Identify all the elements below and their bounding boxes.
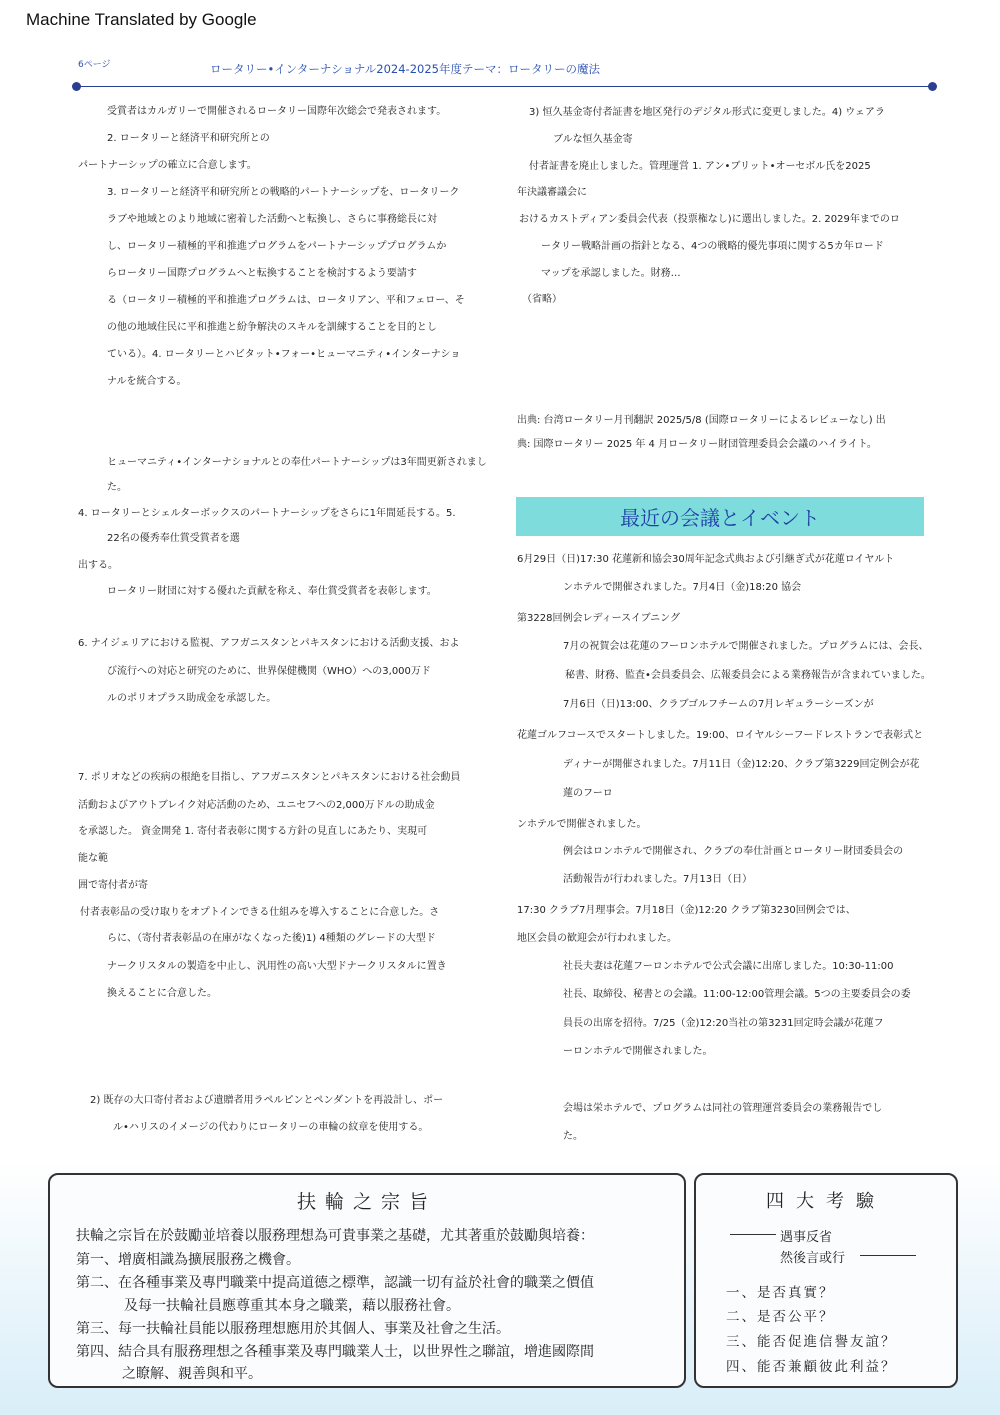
left-paragraph-line: 2) 既存の大口寄付者および遺贈者用ラペルピンとペンダントを再設計し、ポー — [90, 1095, 444, 1106]
object-of-rotary-box — [48, 1173, 686, 1388]
object-of-rotary-line: 之瞭解、親善與和平。 — [122, 1366, 262, 1382]
left-paragraph-line: し、ロータリー積極的平和推進プログラムをパートナーシッププログラムか — [107, 241, 447, 252]
left-paragraph-line: び流行への対応と研究のために、世界保健機関（WHO）への3,000万ド — [107, 666, 431, 677]
left-paragraph-line: 出する。 — [78, 560, 118, 571]
object-of-rotary-line: 第四、結合具有服務理想之各種事業及專門職業人士，以世界性之聯誼，增進國際間 — [76, 1344, 594, 1360]
left-paragraph-line: た。 — [107, 482, 127, 493]
event-line: 17:30 クラブ7月理事会。7月18日（金)12:20 クラブ第3230回例会では、 — [517, 905, 856, 916]
left-paragraph-line: 受賞者はカルガリーで開催されるロータリー国際年次総会で発表されます。 — [107, 106, 447, 117]
header-rule-right-dot — [928, 82, 937, 91]
event-line: 7月の祝賀会は花蓮のフーロンホテルで開催されました。プログラムには、会長、 — [563, 641, 929, 652]
left-paragraph-line: る（ロータリー積極的平和推進プログラムは、ロータリアン、平和フェロー、そ — [107, 295, 465, 306]
left-paragraph-line: 7. ポリオなどの疾病の根絶を目指し、アフガニスタンとパキスタンにおける社会動員 — [78, 772, 461, 783]
left-paragraph-line: 付者表彰品の受け取りをオプトインできる仕組みを導入することに合意した。さ — [80, 907, 440, 918]
left-paragraph-line: らロータリー国際プログラムへと転換することを検討するよう要請す — [107, 268, 417, 279]
four-way-test-question: 二、是否公平？ — [726, 1309, 835, 1325]
left-paragraph-line: ルのポリオプラス助成金を承認した。 — [107, 693, 277, 704]
newsletter-header-title: ロータリー•インターナショナル2024-2025年度テーマ：ロータリーの魔法 — [210, 62, 600, 76]
right-paragraph-line: おけるカストディアン委員会代表（投票権なし)に選出しました。2. 2029年までのロ — [519, 214, 900, 225]
left-paragraph-line: 6. ナイジェリアにおける監視、アフガニスタンとパキスタンにおける活動支援、およ — [78, 638, 460, 649]
object-of-rotary-title: 扶輪之宗旨 — [296, 1191, 437, 1213]
machine-translation-banner: Machine Translated by Google — [26, 10, 257, 29]
source-citation-line: 出典: 台湾ロータリー月刊翻訳 2025/5/8 (国際ロータリーによるレビューなし) 出 — [517, 415, 886, 426]
four-way-test-subtitle: 然後言或行 — [780, 1251, 846, 1266]
event-line: 社長、取締役、秘書との会議。11:00-12:00管理会議。5つの主要委員会の委 — [563, 989, 911, 1000]
four-way-test-title: 四大考驗 — [766, 1191, 886, 1212]
event-line: 蓮のフーロ — [563, 788, 613, 799]
source-citation-line: 典: 国際ロータリー 2025 年 4 月ロータリー財団管理委員会会議のハイライト。 — [517, 439, 877, 450]
four-way-test-question: 四、能否兼顧彼此利益？ — [726, 1359, 897, 1375]
event-line: 例会はロンホテルで開催され、クラブの奉仕計画とロータリー財団委員会の — [563, 846, 904, 857]
right-paragraph-line: マップを承認しました。財務… — [541, 268, 681, 279]
section-heading: 最近の会議とイベント — [620, 506, 820, 530]
event-line: 地区会員の歓迎会が行われました。 — [517, 933, 677, 944]
right-paragraph-line: 付者証書を廃止しました。管理運営 1. アン•ブリット•オーセボル氏を2025 — [529, 161, 871, 172]
right-paragraph-line: 年決議審議会に — [517, 187, 587, 198]
left-paragraph-line: パートナーシップの確立に合意します。 — [78, 160, 257, 171]
four-way-test-subtitle: 遇事反省 — [780, 1230, 833, 1245]
header-rule — [76, 86, 933, 87]
left-paragraph-line: らに、（寄付者表彰品の在庫がなくなった後)1) 4種類のグレードの大型ド — [107, 933, 436, 944]
left-paragraph-line: 4. ロータリーとシェルターボックスのパートナーシップをさらに1年間延長する。5. — [78, 508, 456, 519]
section-heading-box — [516, 497, 924, 536]
event-line: 活動報告が行われました。7月13日（日） — [563, 874, 753, 885]
right-paragraph-line: ブルな恒久基金寄 — [553, 134, 633, 145]
left-paragraph-line: 22名の優秀奉仕賞受賞者を選 — [107, 533, 240, 544]
left-paragraph-line: 換えることに合意した。 — [107, 988, 217, 999]
left-paragraph-line: の他の地域住民に平和推進と紛争解決のスキルを訓練することを目的とし — [107, 322, 437, 333]
left-paragraph-line: ナークリスタルの製造を中止し、汎用性の高い大型ドナークリスタルに置き — [107, 961, 447, 972]
object-of-rotary-line: 第三、每一扶輪社員能以服務理想應用於其個人、事業及社會之生活。 — [76, 1321, 510, 1337]
four-way-test-rule-left — [730, 1234, 776, 1235]
event-line: ディナーが開催されました。7月11日（金)12:20、クラブ第3229回定例会が花 — [563, 759, 920, 770]
event-line: 第3228回例会レディースイブニング — [517, 613, 680, 624]
event-line: ーロンホテルで開催されました。 — [563, 1046, 713, 1057]
right-paragraph-line: ータリー戦略計画の指針となる、4つの戦略的優先事項に関する5カ年ロード — [541, 241, 884, 252]
event-line: 秘書、財務、監査•会員委員会、広報委員会による業務報告が含まれていました。 — [565, 670, 931, 681]
left-paragraph-line: 2. ロータリーと経済平和研究所との — [107, 133, 270, 144]
left-paragraph-line: 3. ロータリーと経済平和研究所との戦略的パートナーシップを、ロータリーク — [107, 187, 460, 198]
object-of-rotary-line: 及每一扶輪社員應尊重其本身之職業，藉以服務社會。 — [124, 1298, 460, 1314]
left-paragraph-line: 囲で寄付者が寄 — [78, 880, 148, 891]
four-way-test-question: 一、是否真實？ — [726, 1285, 835, 1301]
left-paragraph-line: ル•ハリスのイメージの代わりにロータリーの車輪の紋章を使用する。 — [113, 1122, 429, 1133]
four-way-test-box — [694, 1173, 958, 1388]
object-of-rotary-line: 第二、在各種事業及專門職業中提高道德之標準，認識一切有益於社會的職業之價值 — [76, 1275, 594, 1291]
object-of-rotary-line: 扶輪之宗旨在於鼓勵並培養以服務理想為可貴事業之基礎，尤其著重於鼓勵與培養： — [76, 1228, 594, 1244]
left-paragraph-line: ている）。4. ロータリーとハビタット•フォー•ヒューマニティ•インターナショ — [107, 349, 461, 360]
left-paragraph-line: ロータリー財団に対する優れた貢献を称え、奉仕賞受賞者を表彰します。 — [107, 586, 437, 597]
left-paragraph-line: ナルを統合する。 — [107, 376, 187, 387]
event-line: 7月6日（日)13:00、クラブゴルフチームの7月レギュラーシーズンが — [563, 699, 874, 710]
object-of-rotary-line: 第一、增廣相識為擴展服務之機會。 — [76, 1252, 300, 1268]
left-paragraph-line: を承認した。 資金開発 1. 寄付者表彰に関する方針の見直しにあたり、実現可 — [78, 826, 428, 837]
event-line: 6月29日（日)17:30 花蓮新和協会30周年記念式典および引継ぎ式が花蓮ロイヤルト — [517, 554, 895, 565]
left-paragraph-line: 能な範 — [78, 853, 108, 864]
left-paragraph-line: ラブや地域とのより地域に密着した活動へと転換し、さらに事務総長に対 — [107, 214, 437, 225]
right-paragraph-line: 3) 恒久基金寄付者証書を地区発行のデジタル形式に変更しました。4) ウェアラ — [529, 107, 885, 118]
event-line: 員長の出席を招待。7/25（金)12:20当社の第3231回定時会議が花蓮フ — [563, 1018, 884, 1029]
event-line: ンホテルで開催されました。 — [517, 819, 647, 830]
left-paragraph-line: ヒューマニティ•インターナショナルとの奉仕パートナーシップは3年間更新されまし — [107, 457, 487, 468]
event-line: た。 — [563, 1131, 583, 1142]
left-paragraph-line: 活動およびアウトブレイク対応活動のため、ユニセフへの2,000万ドルの助成金 — [78, 800, 435, 811]
right-paragraph-line: （省略） — [522, 294, 562, 305]
event-line: ンホテルで開催されました。7月4日（金)18:20 協会 — [563, 582, 802, 593]
page-number: 6ページ — [78, 60, 111, 70]
event-line: 花蓮ゴルフコースでスタートしました。19:00、ロイヤルシーフードレストランで表彰式と — [517, 730, 924, 741]
four-way-test-question: 三、能否促進信譽友誼？ — [726, 1334, 897, 1350]
event-line: 会場は栄ホテルで、プログラムは同社の管理運営委員会の業務報告でし — [563, 1103, 883, 1114]
four-way-test-rule-right — [860, 1255, 916, 1256]
event-line: 社長夫妻は花蓮フーロンホテルで公式会議に出席しました。10:30-11:00 — [563, 961, 894, 972]
